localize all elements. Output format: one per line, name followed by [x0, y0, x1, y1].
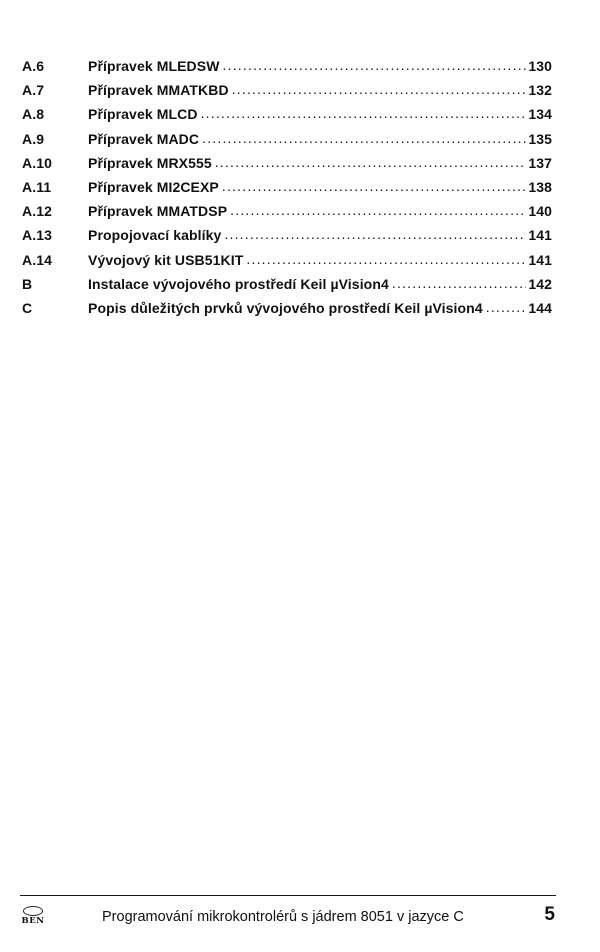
toc-entry-number: A.9: [22, 130, 45, 147]
publisher-logo-text: BEN: [21, 916, 45, 926]
dot-leader: [201, 105, 527, 121]
toc-entry-title: Přípravek MRX555: [88, 154, 212, 171]
toc-entry-title: Popis důležitých prvků vývojového prostředí Keil µVision4: [88, 299, 483, 316]
toc-entry[interactable]: [22, 252, 552, 276]
toc-entry-number: A.10: [22, 154, 52, 171]
toc-entry-page: 142: [528, 275, 552, 292]
toc-entry-page: 130: [528, 58, 552, 74]
toc-entry-title: Přípravek MADC: [88, 130, 200, 147]
table-of-contents: [22, 58, 552, 324]
toc-entry[interactable]: [22, 227, 552, 251]
toc-entry-number: A.6: [22, 58, 45, 74]
toc-entry[interactable]: [22, 106, 552, 130]
toc-entry-title: Přípravek MI2CEXP: [88, 178, 219, 195]
toc-entry-title: Přípravek MLCD: [88, 106, 198, 123]
dot-leader: [246, 251, 526, 267]
toc-entry-number: A.8: [22, 106, 45, 123]
footer-divider: [20, 895, 556, 896]
toc-entry-title: Přípravek MMATDSP: [88, 203, 228, 220]
logo-oval: [23, 906, 43, 916]
dot-leader: [215, 154, 527, 170]
dot-leader: [232, 81, 527, 97]
dot-leader: [202, 130, 526, 146]
dot-leader: [224, 226, 526, 242]
toc-entry-title: Vývojový kit USB51KIT: [88, 251, 244, 268]
toc-entry-page: 141: [528, 227, 552, 244]
toc-entry[interactable]: [22, 131, 552, 155]
toc-entry-number: C: [22, 299, 33, 316]
book-title: Programování mikrokontrolérů s jádrem 8051 v jazyce C: [102, 909, 464, 925]
toc-entry-title: Přípravek MLEDSW: [88, 58, 220, 74]
toc-entry[interactable]: [22, 155, 552, 179]
dot-leader: [486, 299, 527, 315]
toc-entry-title: Instalace vývojového prostředí Keil µVision4: [88, 275, 389, 292]
toc-entry-number: A.11: [22, 178, 52, 195]
toc-entry[interactable]: [22, 300, 552, 324]
dot-leader: [230, 202, 526, 218]
toc-entry[interactable]: [22, 58, 552, 82]
toc-entry-number: A.14: [22, 251, 52, 268]
dot-leader: [223, 57, 527, 73]
toc-entry-number: A.12: [22, 203, 52, 220]
toc-entry-page: 140: [528, 203, 552, 220]
toc-entry-title: Přípravek MMATKBD: [88, 82, 229, 99]
toc-entry-number: A.13: [22, 227, 52, 244]
toc-entry-number: A.7: [22, 82, 45, 99]
toc-entry-page: 141: [528, 251, 552, 268]
toc-entry-number: B: [22, 275, 33, 292]
toc-entry[interactable]: [22, 203, 552, 227]
toc-entry-page: 135: [528, 130, 552, 147]
page-footer: [20, 903, 556, 931]
dot-leader: [222, 178, 526, 194]
toc-entry-page: 132: [528, 82, 552, 99]
toc-entry[interactable]: [22, 82, 552, 106]
dot-leader: [392, 275, 526, 291]
toc-entry[interactable]: [22, 179, 552, 203]
toc-entry-page: 137: [528, 154, 552, 171]
toc-entry-title: Propojovací kablíky: [88, 227, 222, 244]
toc-entry-page: 144: [528, 299, 552, 316]
toc-entry-page: 138: [528, 178, 552, 195]
publisher-logo-icon: [20, 906, 46, 928]
toc-entry-page: 134: [528, 106, 552, 123]
page-number: 5: [544, 904, 555, 925]
toc-entry[interactable]: [22, 276, 552, 300]
